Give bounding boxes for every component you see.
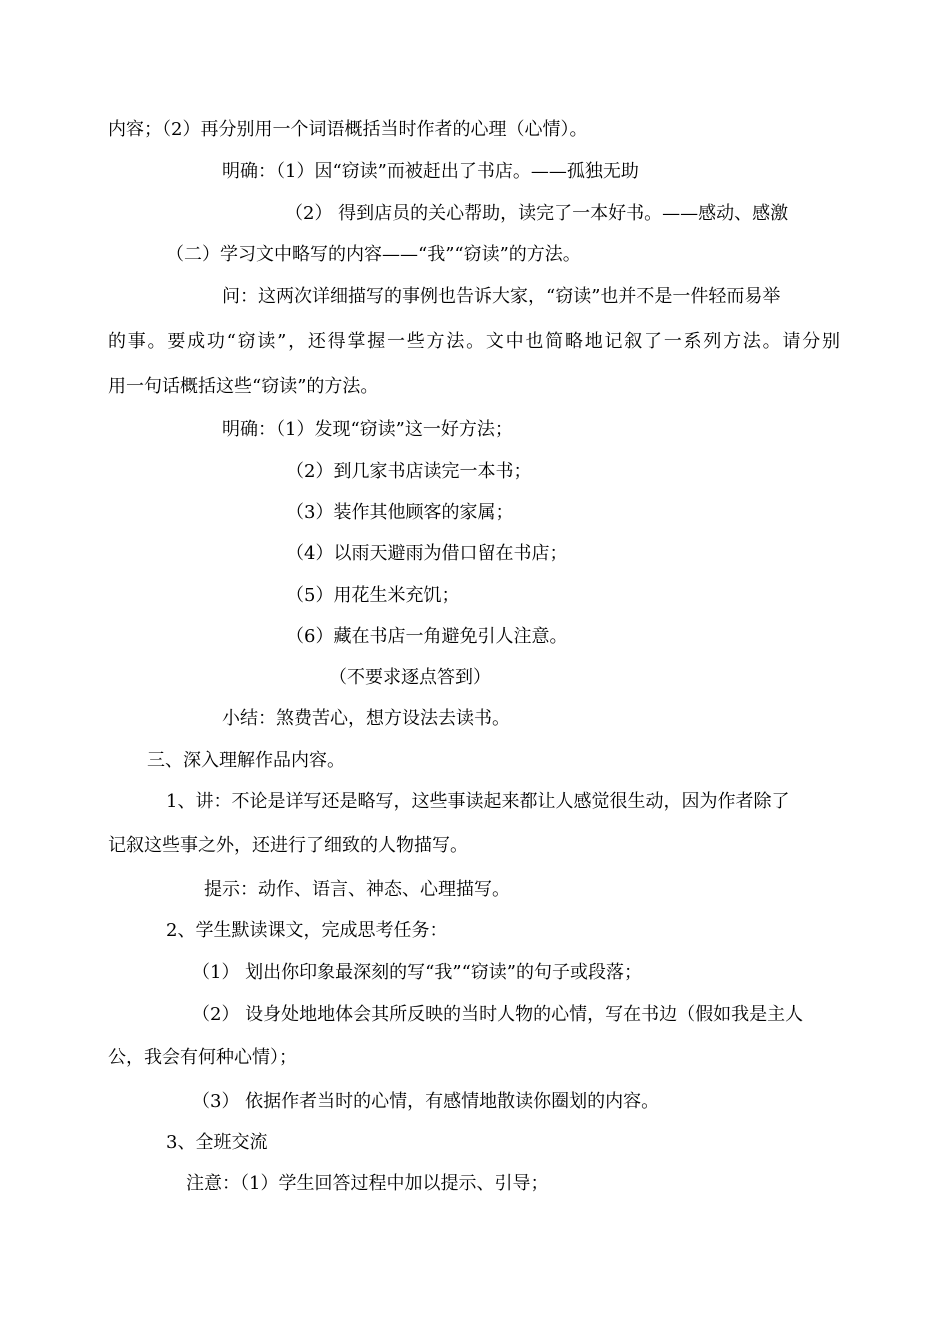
list-item: （2） 设身处地地体会其所反映的当时人物的心情，写在书边（假如我是主人: [192, 1004, 804, 1025]
list-item: （2）到几家书店读完一本书；: [286, 461, 532, 482]
text-line: 公，我会有何种心情）；: [108, 1047, 297, 1068]
list-item: （3） 依据作者当时的心情，有感情地散读你圈划的内容。: [192, 1091, 660, 1112]
section-heading: （二）学习文中略写的内容——“我”“窃读”的方法。: [166, 244, 581, 265]
text-line: 明确：（1）因“窃读”而被赶出了书店。——孤独无助: [222, 161, 639, 182]
note-text: （不要求逐点答到）: [329, 667, 491, 688]
text-line: （2） 得到店员的关心帮助，读完了一本好书。——感动、感激: [285, 203, 789, 224]
text-line: 记叙这些事之外，还进行了细致的人物描写。: [108, 835, 468, 856]
list-item: （4）以雨天避雨为借口留在书店；: [286, 543, 568, 564]
summary-text: 小结：煞费苦心，想方设法去读书。: [222, 708, 510, 729]
text-line: 提示：动作、语言、神态、心理描写。: [204, 879, 510, 900]
list-item: （5）用花生米充饥；: [286, 585, 460, 606]
text-line: 用一句话概括这些“窃读”的方法。: [108, 376, 379, 397]
text-line: 2、学生默读课文，完成思考任务：: [166, 920, 448, 941]
section-heading: 三、深入理解作品内容。: [147, 750, 345, 771]
text-line: 问：这两次详细描写的事例也告诉大家，“窃读”也并不是一件轻而易举: [222, 286, 781, 307]
text-line: 的事。要成功“窃读”，还得掌握一些方法。文中也简略地记叙了一系列方法。请分别: [108, 331, 840, 352]
text-line: 明确：（1）发现“窃读”这一好方法；: [222, 419, 513, 440]
text-line: 注意：（1）学生回答过程中加以提示、引导；: [186, 1173, 549, 1194]
text-line: 3、全班交流: [166, 1132, 268, 1153]
list-item: （3）装作其他顾客的家属；: [286, 502, 514, 523]
text-line: 1、讲：不论是详写还是略写，这些事读起来都让人感觉很生动，因为作者除了: [166, 791, 790, 812]
list-item: （6）藏在书店一角避免引人注意。: [286, 626, 568, 647]
text-line: 内容；（2）再分别用一个词语概括当时作者的心理（心情）。: [108, 119, 588, 140]
list-item: （1） 划出你印象最深刻的写“我”“窃读”的句子或段落；: [192, 962, 642, 983]
